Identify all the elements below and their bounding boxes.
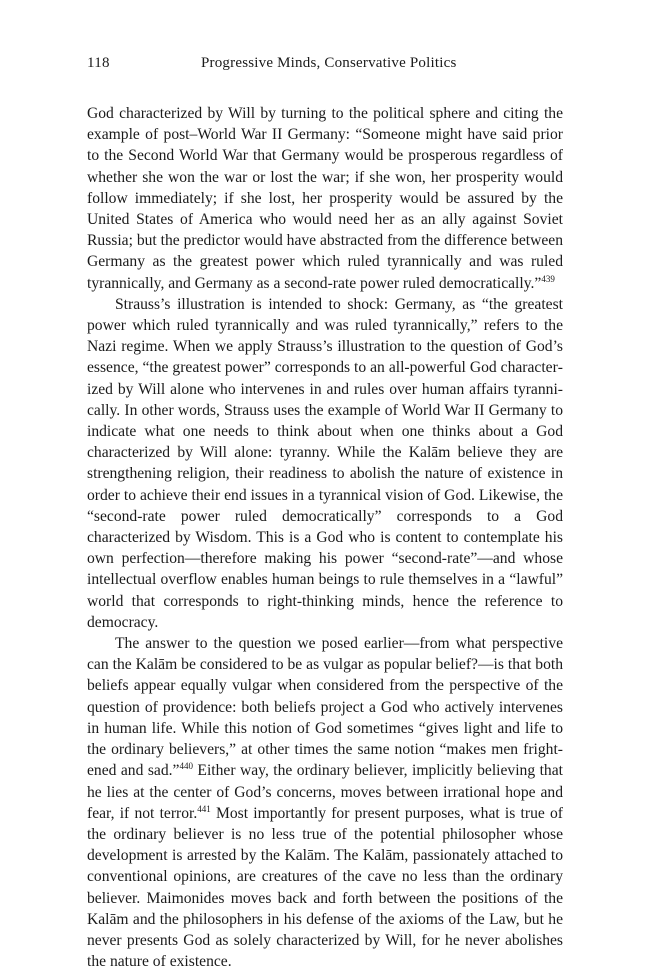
paragraph [87,294,563,633]
body-text [87,103,563,972]
footnote-marker[interactable]: 439 [541,273,555,284]
paragraph-text: Most importantly for present purposes, what is true of the ordinary believer is no less true of the potential philosopher whose development is arrested by the Kalām. The Kalām, passionately attached to conventional opinions, are creatures of the cave no less than the ordinary believer. Maimonides moves back and forth between the positions of the Kalām and the philosophers in his defense of the axioms of the Law, but he never presents God as solely characterized by Will, for he never abolishes the nature of existence. [87,804,563,971]
paragraph-text: God characterized by Will by turning to the political sphere and citing the example of post–World War II Germany: “Someone might have said prior to the Second World War that Germany would be prosperous regardless of whether she won the war or lost the war; if she won, her prosperity would follow immediately; if she lost, her prosperity would be assured by the United States of America who would need her as an ally against Soviet Russia; but the predictor would have abstracted from the difference between Germany as the greatest power which ruled tyrannically and was ruled tyrannically, and Germany as a second-rate power ruled democratically.” [87,105,564,292]
paragraph [87,103,563,294]
footnote-marker[interactable]: 440 [179,761,193,772]
running-title: Progressive Minds, Conservative Politics [201,55,457,71]
paragraph-text: Either way, the ordinary believer, implicitly believing that he lies at the center of God’s concerns, moves between irrational hope and fear, if not terror. [87,762,563,822]
paragraph [87,633,563,972]
page-number: 118 [87,55,110,71]
running-header [87,55,563,79]
paragraph-text: Strauss’s illustration is intended to shock: Germany, as “the greatest power which ruled tyrannically and was ruled tyrannically,” refers to the Nazi regime. When we apply Strauss’s illustration to the question of God’s essence, “the greatest power” corresponds to an all-powerful God characterized by Will alone who intervenes in and rules over human affairs tyrannically. In other words, Strauss uses the example of World War II Germany to indicate what one needs to think about when one thinks about a God characterized by Will alone: tyranny. While the Kalām believe they are strengthening religion, their readiness to abolish the nature of existence in order to achieve their end issues in a tyrannical vision of God. Likewise, the “second-rate power ruled democratically” corresponds to a God characterized by Wisdom. This is a God who is content to contemplate his own perfection—therefore making his power “second-rate”—and whose intellectual overflow enables human beings to rule themselves in a “lawful” world that corresponds to right-thinking minds, hence the reference to democracy. [87,295,563,631]
footnote-marker[interactable]: 441 [197,803,211,814]
paragraph-text: The answer to the question we posed earlier—from what perspective can the Kalām be considered to be as vulgar as popular belief?—is that both beliefs appear equally vulgar when considered from the perspective of the question of providence: both beliefs project a God who actively intervenes in human life. While this notion of God sometimes “gives light and life to the ordinary believers,” at other times the same notion “makes men frightened and sad.” [87,635,563,780]
